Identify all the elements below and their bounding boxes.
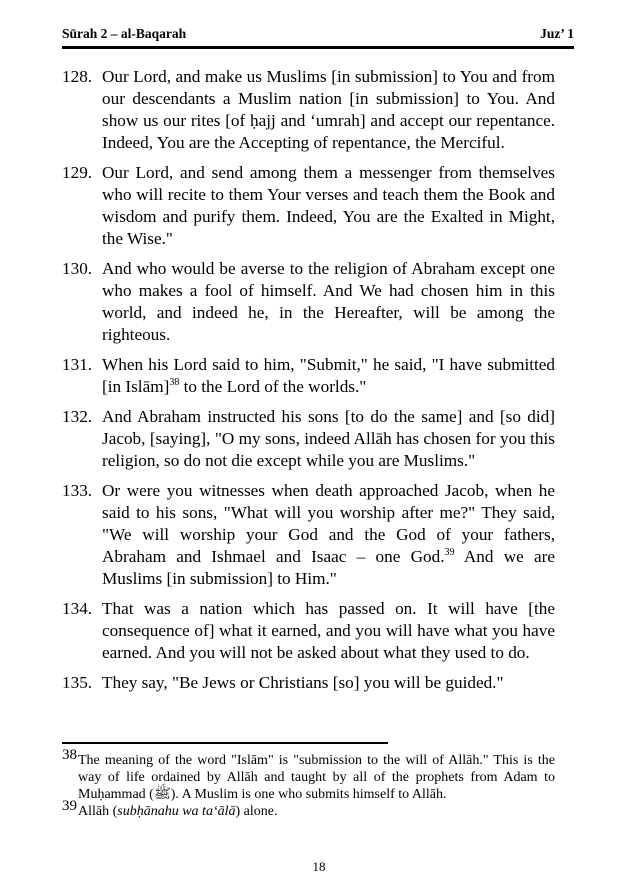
verse-list — [62, 66, 555, 702]
text-run: And Abraham instructed his sons [to do the same] and [so did] Jacob, [saying], "O my sons, indeed Allāh has chosen for you this religion, so do not die except while you are Muslims." — [102, 407, 555, 470]
verse — [62, 406, 555, 472]
footnote — [62, 798, 555, 820]
verse-number: 131. — [62, 355, 93, 374]
footnote-number: 38 — [62, 747, 77, 763]
text-run: to the Lord of the worlds." — [179, 377, 367, 396]
verse — [62, 66, 555, 154]
verse — [62, 480, 555, 590]
italic-text: subḥānahu wa ta‘ālā — [117, 804, 236, 819]
header-surah-title: Sūrah 2 – al-Baqarah — [62, 26, 187, 41]
text-run: And who would be averse to the religion of Abraham except one who makes a fool of himself. And We had chosen him in this world, and indeed he, in the Hereafter, will be among the righteous. — [102, 259, 555, 344]
text-run: Our Lord, and make us Muslims [in submission] to You and from our descendants a Muslim nation [in submission] to You. And show us our rites [of ḥajj and ‘umrah] and accept our repentance. Indeed, You are the Accepting of repentance, the Merciful. — [102, 67, 555, 152]
verse — [62, 162, 555, 250]
verse-number: 128. — [62, 67, 93, 86]
verse-number: 134. — [62, 599, 93, 618]
footnote-number: 39 — [62, 798, 77, 814]
verse — [62, 258, 555, 346]
footnote-reference: 39 — [444, 547, 455, 558]
text-run: That was a nation which has passed on. It will have [the consequence of] what it earned, and you will have what you have earned. And you will not be asked about what they used to do. — [102, 599, 555, 662]
verse — [62, 672, 555, 694]
text-run: They say, "Be Jews or Christians [so] you will be guided." — [102, 673, 504, 692]
text-run: Allāh ( — [78, 804, 118, 819]
verse — [62, 598, 555, 664]
footnote-divider — [62, 742, 388, 744]
header-divider — [62, 46, 574, 49]
verse-number: 133. — [62, 481, 93, 500]
footnote-reference: 38 — [169, 377, 180, 388]
verse — [62, 354, 555, 398]
text-run: Our Lord, and send among them a messenger from themselves who will recite to them Your verses and teach them the Book and wisdom and purify them. Indeed, You are the Exalted in Might, the Wise." — [102, 163, 555, 248]
text-run: The meaning of the word "Islām" is "submission to the will of Allāh." This is the way of life ordained by Allāh and taught by all of the prophets from Adam to Muḥammad (ﷺ). A Muslim is one who submits himself to Allāh. — [78, 753, 555, 802]
text-run: When his Lord said to him, "Submit," he said, "I have submitted [in Islām] — [102, 355, 555, 396]
footnote-list — [62, 747, 555, 820]
text-run: And we are Muslims [in submission] to Him." — [102, 547, 555, 588]
header-juz-label: Juz’ 1 — [540, 26, 574, 41]
footnote — [62, 747, 555, 803]
page-number: 18 — [312, 859, 326, 874]
text-run: ) alone. — [235, 804, 278, 819]
verse-number: 135. — [62, 673, 93, 692]
verse-number: 132. — [62, 407, 93, 426]
text-run: Or were you witnesses when death approached Jacob, when he said to his sons, "What will you worship after me?" They said, "We will worship your God and the God of your fathers, Abraham and Ishmael and Isaac – one God. — [102, 481, 555, 566]
verse-number: 129. — [62, 163, 93, 182]
verse-number: 130. — [62, 259, 93, 278]
